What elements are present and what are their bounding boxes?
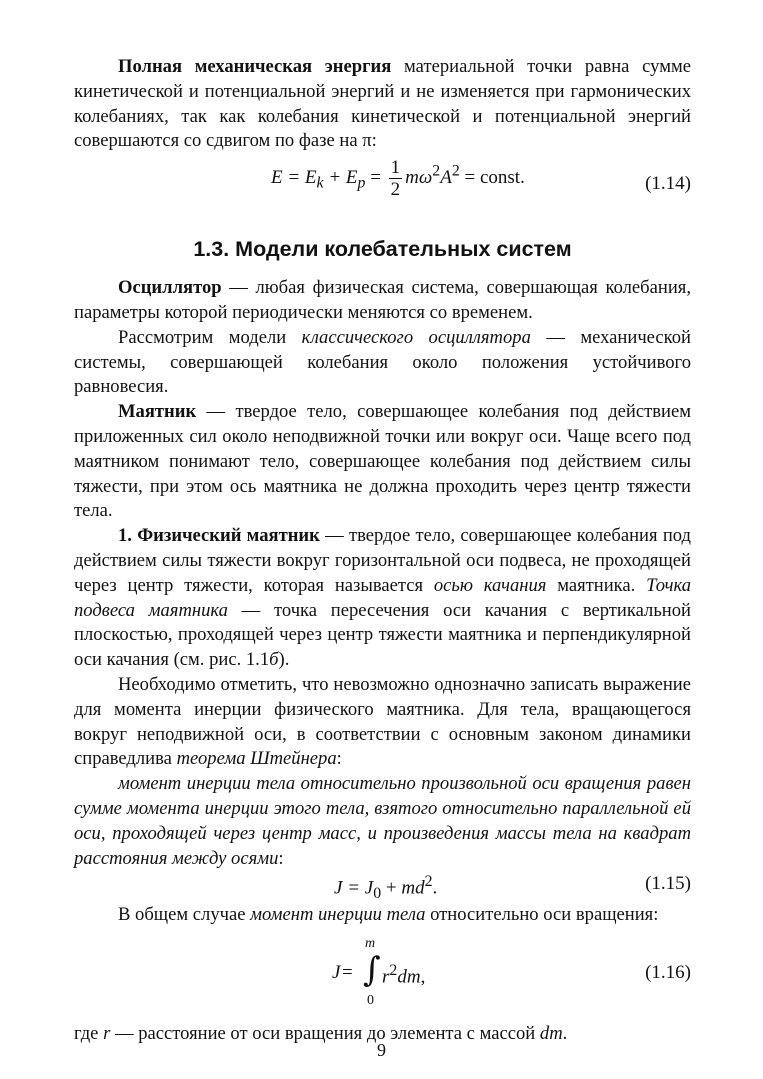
section-heading: 1.3. Модели колебательных систем bbox=[193, 237, 572, 262]
eq-j: J bbox=[332, 962, 341, 984]
paragraph-text: — расстояние от оси вращения до элемента с массой bbox=[110, 1023, 540, 1045]
equation-body bbox=[271, 157, 525, 200]
eq-j: J bbox=[334, 877, 343, 899]
page-content bbox=[74, 55, 691, 1047]
paragraph-inertia-note bbox=[74, 673, 691, 772]
paragraph-text: Необходимо отметить, что невозможно однозначно записать выражение для момента инерции физического маятника. Для тела, вращающегося вокруг неподвижной оси, в соответствии с основным законом динамики справедлива bbox=[74, 673, 691, 770]
eq-sup-2: 2 bbox=[451, 162, 460, 180]
paragraph-text: — механической системы, совершающей колебания около положения устойчивого равновесия. bbox=[74, 326, 691, 398]
paragraph-text: . bbox=[562, 1023, 568, 1045]
integrand bbox=[382, 962, 425, 988]
steiner-statement-text: момент инерции тела относительно произвольной оси вращения равен сумме момента инерции этого тела, взятого относительно параллельной ей оси, проходящей через центр масс, и произведения массы тела на квадрат расстояния между осями bbox=[74, 773, 691, 869]
page-number: 9 bbox=[377, 1040, 386, 1060]
equation-1-14 bbox=[74, 157, 691, 219]
eq-comma: , bbox=[420, 966, 426, 988]
eq-equals: = bbox=[342, 962, 353, 984]
paragraph-oscillator bbox=[74, 276, 691, 326]
var-dm: dm bbox=[539, 1023, 563, 1045]
paragraph-steiner-statement bbox=[74, 772, 691, 871]
term-pendulum: Маятник bbox=[118, 401, 197, 423]
paragraph-text: ). bbox=[278, 649, 290, 671]
paragraph-text: маятника. bbox=[546, 574, 647, 596]
paragraph-models bbox=[74, 326, 691, 400]
eq-plus: + bbox=[381, 877, 402, 899]
eq-sub-0: 0 bbox=[373, 885, 382, 903]
paragraph-text: : bbox=[336, 748, 342, 770]
term-moment-of-inertia: момент инерции тела bbox=[250, 904, 426, 926]
paragraph-text: — твердое тело, совершающее колебания под действием силы тяжести вокруг горизонтальной оси подвеса, не проходящей через центр тяжести, которая называется bbox=[74, 525, 691, 596]
eq-lhs: E = E bbox=[271, 167, 317, 189]
paragraph-text: относительно оси вращения: bbox=[425, 904, 659, 926]
eq-j0: = J bbox=[342, 877, 374, 899]
fraction-one-half bbox=[389, 157, 403, 200]
paragraph-text: — твердое тело, совершающее колебания под действием приложенных сил около неподвижной точки или вокруг оси. Чаще всего под маятником понимают тело, совершающее колебания под действием силы тяжести, при этом ось маятника не должна проходить через центр тяжести тела. bbox=[74, 401, 691, 522]
paragraph-physical-pendulum bbox=[74, 524, 691, 673]
integral-lower-limit: 0 bbox=[367, 993, 374, 1009]
term-physical-pendulum: 1. Физический маятник bbox=[118, 525, 320, 547]
equation-number-1-14: (1.14) bbox=[645, 173, 691, 195]
eq-sub-p: p bbox=[357, 174, 366, 192]
eq-sup-1: 2 bbox=[432, 162, 441, 180]
eq-sup: 2 bbox=[424, 873, 433, 891]
eq-amplitude: A bbox=[440, 167, 452, 189]
integral-sign: ∫ bbox=[363, 950, 381, 991]
paragraph-text: Рассмотрим модели bbox=[118, 326, 302, 348]
term-swing-axis: осью качания bbox=[433, 574, 547, 596]
term-oscillator: Осциллятор bbox=[118, 277, 222, 299]
term-total-energy: Полная механическая энергия bbox=[118, 56, 392, 77]
paragraph-general-case bbox=[74, 903, 691, 928]
eq-r: r bbox=[382, 966, 390, 988]
paragraph-text: : bbox=[278, 847, 284, 869]
var-r: r bbox=[103, 1023, 111, 1045]
fraction-denominator: 2 bbox=[390, 179, 401, 201]
term-suspension-point: Точка подвеса маятника bbox=[74, 574, 691, 621]
paragraph-text: — точка пересечения оси качания с вертикальной плоскостью, проходящей через центр тяжести маятника и перпендикулярной оси качания (см. рис. 1.1 bbox=[74, 599, 691, 671]
equation-number-1-16: (1.16) bbox=[645, 962, 691, 984]
equation-1-16 bbox=[74, 936, 691, 1014]
eq-const: = const. bbox=[459, 167, 525, 189]
eq-sub-k: k bbox=[316, 174, 324, 192]
term-steiner-theorem: теорема Штейнера bbox=[176, 748, 337, 770]
paragraph-text: где bbox=[74, 1023, 104, 1045]
paragraph-total-energy bbox=[74, 55, 691, 154]
paragraph-text: В общем случае bbox=[118, 904, 251, 926]
eq-m-omega: mω bbox=[405, 167, 433, 189]
equation-body bbox=[334, 873, 437, 903]
integral-upper-limit: m bbox=[365, 936, 376, 952]
term-classic-oscillator: классического осциллятора bbox=[301, 326, 531, 348]
fraction-numerator: 1 bbox=[390, 157, 401, 179]
equation-1-15 bbox=[74, 873, 691, 903]
paragraph-text: материальной точки равна сумме кинетической и потенциальной энергий и не изменяется при гармонических колебаниях, так как колебания кинетической и потенциальной энергий совершаются со сдвигом по фазе на π: bbox=[74, 56, 691, 152]
equation-number-1-15: (1.15) bbox=[645, 873, 691, 895]
paragraph-text: — любая физическая система, совершающая колебания, параметры которой периодически меняются со временем. bbox=[74, 277, 691, 323]
eq-equals: = bbox=[365, 167, 381, 189]
paragraph-pendulum bbox=[74, 400, 691, 524]
eq-dm: dm bbox=[397, 966, 421, 988]
figure-ref-letter: б bbox=[269, 649, 279, 671]
eq-sup: 2 bbox=[389, 962, 398, 980]
eq-dot: . bbox=[432, 877, 438, 899]
eq-md: md bbox=[401, 877, 425, 899]
eq-plus: + E bbox=[323, 167, 358, 189]
